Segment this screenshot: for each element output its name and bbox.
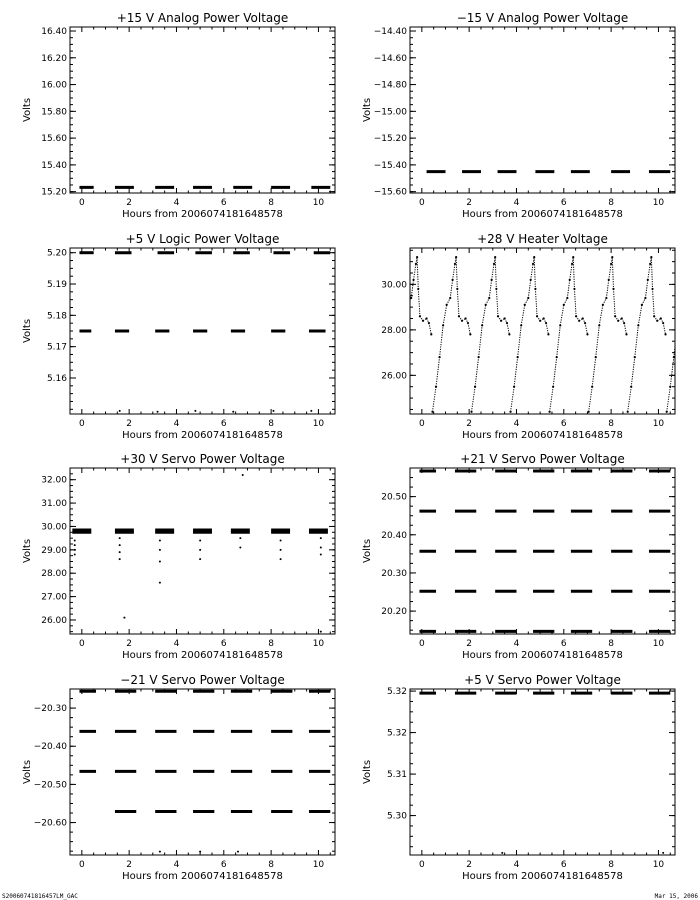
- y-tick-label: 20.20: [381, 607, 407, 618]
- chart-panel: [381, 232, 677, 441]
- data-point: [123, 617, 125, 619]
- x-tick-label: 6: [220, 860, 227, 870]
- y-tick-label: 16.00: [41, 80, 67, 91]
- x-axis-label: Hours from 2006074181648578: [462, 650, 623, 661]
- data-trace: [492, 264, 494, 280]
- data-trace: [482, 305, 486, 325]
- x-tick-label: 2: [126, 639, 133, 649]
- data-layer: [79, 253, 330, 413]
- data-trace: [606, 280, 608, 298]
- y-tick-label: −15.60: [373, 187, 407, 198]
- data-trace: [670, 357, 674, 387]
- data-trace: [418, 289, 420, 316]
- x-tick-label: 6: [220, 639, 227, 649]
- x-tick-label: 4: [513, 198, 520, 208]
- data-point: [199, 539, 201, 541]
- data-trace: [564, 298, 568, 305]
- x-tick-label: 2: [466, 198, 473, 208]
- y-axis-label: Volts: [362, 97, 373, 123]
- data-trace: [624, 323, 626, 334]
- y-axis-label: Volts: [22, 318, 33, 344]
- x-tick-label: 10: [312, 198, 325, 208]
- chart-title: +28 V Heater Voltage: [477, 232, 608, 246]
- x-tick-label: 8: [268, 860, 274, 870]
- data-trace: [553, 357, 557, 387]
- y-tick-label: 5.30: [386, 811, 407, 822]
- data-point: [119, 544, 121, 546]
- x-tick-label: 0: [78, 860, 85, 870]
- x-tick-label: 8: [268, 639, 274, 649]
- data-trace: [408, 298, 412, 305]
- x-tick-label: 6: [220, 419, 227, 429]
- data-point: [194, 410, 196, 412]
- y-tick-label: 15.40: [41, 160, 67, 171]
- data-trace: [653, 289, 655, 316]
- x-tick-label: 8: [608, 198, 614, 208]
- x-tick-label: 0: [78, 198, 85, 208]
- data-point: [74, 549, 76, 551]
- data-trace: [540, 318, 544, 320]
- data-trace: [585, 323, 587, 334]
- data-trace: [579, 318, 583, 320]
- plot-frame: [410, 248, 675, 414]
- y-axis-label: Volts: [362, 759, 373, 785]
- y-tick-label: 26.00: [41, 615, 67, 626]
- data-trace: [535, 289, 537, 316]
- data-point: [159, 549, 161, 551]
- x-axis-label: Hours from 2006074181648578: [462, 430, 623, 441]
- x-tick-label: 6: [560, 639, 567, 649]
- x-tick-label: 8: [268, 419, 274, 429]
- data-point: [664, 333, 666, 335]
- data-point: [232, 411, 234, 413]
- data-trace: [628, 387, 632, 412]
- x-tick-label: 4: [513, 639, 520, 649]
- x-tick-label: 10: [652, 198, 665, 208]
- data-trace: [450, 280, 452, 298]
- data-trace: [618, 318, 622, 320]
- data-trace: [495, 257, 496, 289]
- data-trace: [496, 289, 498, 316]
- data-trace: [417, 257, 418, 289]
- x-tick-label: 0: [418, 419, 425, 429]
- y-axis-label: Volts: [22, 759, 33, 785]
- x-tick-label: 6: [220, 198, 227, 208]
- y-axis-label: Volts: [362, 538, 373, 564]
- data-point: [237, 851, 239, 853]
- data-point: [242, 474, 244, 476]
- data-trace: [663, 323, 665, 334]
- chart-title: −21 V Servo Power Voltage: [120, 673, 285, 687]
- data-trace: [468, 323, 470, 334]
- x-tick-label: 0: [78, 639, 85, 649]
- data-trace: [457, 289, 459, 316]
- x-tick-label: 6: [560, 860, 567, 870]
- chart-panel: [362, 11, 675, 220]
- chart-title: +30 V Servo Power Voltage: [120, 452, 285, 466]
- y-tick-label: −20.50: [33, 780, 67, 791]
- y-tick-label: −20.60: [33, 818, 67, 829]
- y-tick-label: 16.20: [41, 53, 67, 64]
- x-tick-label: 2: [466, 639, 473, 649]
- data-trace: [596, 325, 600, 357]
- data-trace: [631, 357, 635, 387]
- y-tick-label: 20.30: [381, 568, 407, 579]
- data-trace: [592, 357, 596, 387]
- y-tick-label: −15.00: [373, 107, 407, 118]
- data-layer: [408, 256, 678, 413]
- data-point: [280, 549, 282, 551]
- x-tick-label: 0: [418, 198, 425, 208]
- data-trace: [462, 318, 466, 320]
- chart-panel: [22, 11, 335, 220]
- y-tick-label: 30.00: [381, 280, 407, 291]
- data-trace: [550, 387, 554, 412]
- data-point: [239, 546, 241, 548]
- y-tick-label: −20.30: [33, 704, 67, 715]
- data-point: [662, 852, 664, 854]
- y-tick-label: 26.00: [381, 371, 407, 382]
- data-layer: [419, 693, 670, 854]
- x-tick-label: 4: [513, 419, 520, 429]
- data-point: [239, 537, 241, 539]
- y-tick-label: 15.80: [41, 107, 67, 118]
- x-tick-label: 10: [652, 639, 665, 649]
- data-layer: [419, 471, 670, 631]
- x-tick-label: 4: [173, 860, 180, 870]
- data-trace: [645, 280, 647, 298]
- x-tick-label: 2: [126, 198, 133, 208]
- y-tick-label: 20.50: [381, 492, 407, 503]
- y-axis-label: Volts: [22, 538, 33, 564]
- data-trace: [635, 325, 639, 357]
- data-point: [159, 561, 161, 563]
- data-trace: [534, 257, 535, 289]
- x-tick-label: 8: [268, 198, 274, 208]
- data-trace: [638, 305, 642, 325]
- data-trace: [546, 323, 548, 334]
- y-tick-label: 28.00: [381, 325, 407, 336]
- y-tick-label: −14.40: [373, 27, 407, 38]
- data-trace: [613, 289, 615, 316]
- plot-frame: [70, 468, 335, 634]
- data-point: [119, 537, 121, 539]
- data-trace: [657, 318, 661, 320]
- x-tick-label: 8: [608, 419, 614, 429]
- data-trace: [443, 305, 447, 325]
- y-tick-label: 29.00: [41, 545, 67, 556]
- y-tick-label: 32.00: [41, 475, 67, 486]
- data-point: [199, 851, 201, 853]
- data-trace: [525, 298, 529, 305]
- data-point: [199, 549, 201, 551]
- chart-title: +5 V Logic Power Voltage: [125, 232, 280, 246]
- data-trace: [603, 298, 607, 305]
- y-tick-label: 15.20: [41, 187, 67, 198]
- data-point: [501, 852, 503, 854]
- data-trace: [514, 357, 518, 387]
- data-trace: [528, 280, 530, 298]
- data-trace: [560, 305, 564, 325]
- data-trace: [475, 357, 479, 387]
- y-tick-label: 31.00: [41, 499, 67, 510]
- data-layer: [72, 474, 328, 633]
- x-tick-label: 10: [312, 639, 325, 649]
- data-point: [159, 539, 161, 541]
- data-trace: [486, 298, 490, 305]
- x-tick-label: 2: [466, 860, 473, 870]
- data-point: [320, 554, 322, 556]
- x-tick-label: 0: [418, 860, 425, 870]
- y-tick-label: −14.80: [373, 80, 407, 91]
- data-point: [586, 333, 588, 335]
- data-trace: [479, 325, 483, 357]
- plot-frame: [410, 27, 675, 193]
- data-point: [157, 411, 159, 413]
- data-point: [625, 333, 627, 335]
- data-trace: [507, 323, 509, 334]
- x-tick-label: 4: [173, 419, 180, 429]
- chart-panel: [362, 452, 675, 661]
- y-tick-label: 27.00: [41, 592, 67, 603]
- x-tick-label: 0: [418, 639, 425, 649]
- data-point: [159, 851, 161, 853]
- x-axis-label: Hours from 2006074181648578: [122, 430, 283, 441]
- data-trace: [489, 280, 491, 298]
- data-trace: [531, 264, 533, 280]
- data-trace: [518, 325, 522, 357]
- y-tick-label: 5.18: [46, 311, 67, 322]
- data-trace: [612, 257, 613, 289]
- x-axis-label: Hours from 2006074181648578: [462, 209, 623, 220]
- data-trace: [651, 257, 652, 289]
- data-trace: [501, 318, 505, 320]
- data-trace: [472, 387, 476, 412]
- data-point: [320, 631, 322, 633]
- data-point: [119, 551, 121, 553]
- x-tick-label: 4: [173, 198, 180, 208]
- y-tick-label: −20.40: [33, 742, 67, 753]
- data-trace: [456, 257, 457, 289]
- data-trace: [599, 305, 603, 325]
- data-trace: [511, 387, 515, 412]
- x-tick-label: 2: [126, 419, 133, 429]
- x-tick-label: 2: [126, 860, 133, 870]
- chart-panel: [362, 673, 675, 882]
- y-tick-label: 5.32: [386, 728, 407, 739]
- data-trace: [453, 264, 455, 280]
- data-trace: [440, 325, 444, 357]
- x-tick-label: 8: [608, 639, 614, 649]
- data-trace: [557, 325, 561, 357]
- x-tick-label: 0: [78, 419, 85, 429]
- plot-frame: [70, 27, 335, 193]
- x-axis-label: Hours from 2006074181648578: [462, 871, 623, 882]
- y-tick-label: −14.60: [373, 53, 407, 64]
- x-axis-label: Hours from 2006074181648578: [122, 871, 283, 882]
- data-trace: [570, 264, 572, 280]
- data-point: [280, 539, 282, 541]
- y-tick-label: 5.20: [46, 248, 67, 259]
- data-point: [320, 546, 322, 548]
- data-point: [119, 558, 121, 560]
- chart-panel: [22, 232, 335, 441]
- data-point: [199, 558, 201, 560]
- data-trace: [642, 298, 646, 305]
- data-point: [310, 410, 312, 412]
- data-trace: [414, 264, 416, 280]
- data-trace: [429, 323, 431, 334]
- data-point: [280, 558, 282, 560]
- data-trace: [447, 298, 451, 305]
- x-tick-label: 10: [652, 860, 665, 870]
- chart-title: −15 V Analog Power Voltage: [456, 11, 629, 25]
- data-trace: [667, 387, 671, 412]
- y-tick-label: −15.40: [373, 160, 407, 171]
- y-tick-label: 5.17: [46, 342, 67, 353]
- file-label: S20060741816457LM_GAC: [2, 893, 78, 900]
- data-trace: [589, 387, 593, 412]
- x-tick-label: 6: [560, 198, 567, 208]
- y-axis-label: Volts: [22, 97, 33, 123]
- data-trace: [573, 257, 574, 289]
- chart-title: +21 V Servo Power Voltage: [460, 452, 625, 466]
- x-tick-label: 8: [608, 860, 614, 870]
- y-tick-label: 5.16: [46, 373, 67, 384]
- y-tick-label: 5.32: [386, 687, 407, 698]
- data-point: [119, 410, 121, 412]
- data-trace: [567, 280, 569, 298]
- y-tick-label: 5.19: [46, 280, 67, 291]
- x-tick-label: 4: [173, 639, 180, 649]
- x-tick-label: 2: [466, 419, 473, 429]
- data-trace: [574, 289, 576, 316]
- data-trace: [521, 305, 525, 325]
- data-trace: [648, 264, 650, 280]
- data-trace: [432, 387, 436, 412]
- date-label: Mar 15, 2006: [654, 893, 698, 900]
- data-point: [74, 554, 76, 556]
- data-layer: [79, 691, 330, 852]
- y-tick-label: 30.00: [41, 522, 67, 533]
- y-tick-label: 16.40: [41, 27, 67, 38]
- plot-frame: [410, 689, 675, 855]
- chart-panel: [22, 452, 335, 661]
- data-point: [159, 582, 161, 584]
- y-tick-label: 20.40: [381, 530, 407, 541]
- data-trace: [436, 357, 440, 387]
- data-point: [320, 537, 322, 539]
- x-tick-label: 4: [513, 860, 520, 870]
- y-tick-label: 15.60: [41, 134, 67, 145]
- y-tick-label: 5.31: [386, 770, 407, 781]
- x-axis-label: Hours from 2006074181648578: [122, 650, 283, 661]
- y-tick-label: −15.20: [373, 134, 407, 145]
- x-tick-label: 10: [312, 419, 325, 429]
- data-trace: [423, 318, 427, 320]
- chart-title: +15 V Analog Power Voltage: [116, 11, 289, 25]
- x-tick-label: 6: [560, 419, 567, 429]
- chart-title: +5 V Servo Power Voltage: [464, 673, 621, 687]
- data-point: [74, 544, 76, 546]
- y-tick-label: 28.00: [41, 569, 67, 580]
- data-trace: [609, 264, 611, 280]
- x-tick-label: 10: [652, 419, 665, 429]
- chart-panel: [22, 673, 335, 882]
- data-point: [272, 410, 274, 412]
- data-point: [74, 539, 76, 541]
- x-axis-label: Hours from 2006074181648578: [122, 209, 283, 220]
- x-tick-label: 10: [312, 860, 325, 870]
